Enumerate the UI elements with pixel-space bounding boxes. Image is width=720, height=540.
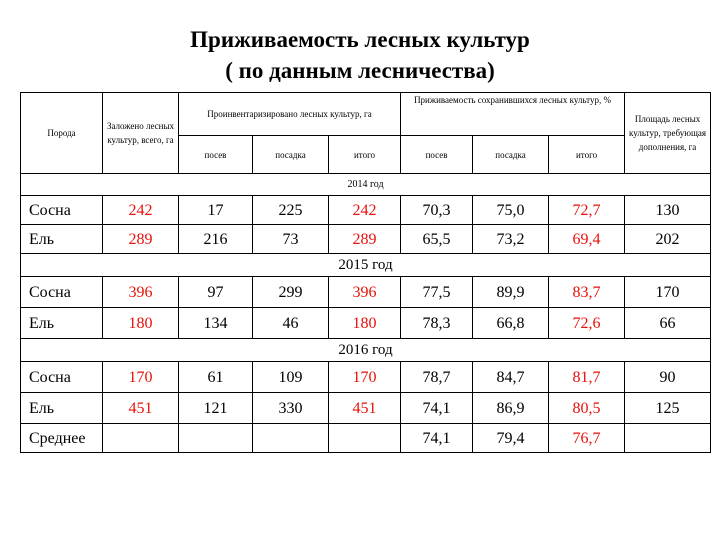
surv-planting-cell: 89,9 — [473, 277, 549, 308]
inv-planting-cell: 330 — [253, 393, 329, 424]
surv-total-cell: 72,7 — [549, 196, 625, 225]
planted-cell: 396 — [103, 277, 179, 308]
avg-surv-planting-cell: 79,4 — [473, 424, 549, 453]
surv-total-cell: 81,7 — [549, 362, 625, 393]
surv-planting-cell: 66,8 — [473, 308, 549, 339]
surv-total-cell: 80,5 — [549, 393, 625, 424]
inv-total-cell: 289 — [329, 225, 401, 254]
header-inv-sowing: посев — [179, 136, 253, 174]
header-inventoried-group: Проинвентаризировано лесных культур, га — [179, 93, 401, 136]
avg-surv-total-cell: 76,7 — [549, 424, 625, 453]
year-row-2016 — [21, 339, 711, 362]
planted-cell: 170 — [103, 362, 179, 393]
header-surv-total: итого — [549, 136, 625, 174]
area-cell: 90 — [625, 362, 711, 393]
year-label: 2015 год — [21, 254, 711, 277]
surv-planting-cell: 73,2 — [473, 225, 549, 254]
inv-sowing-cell: 134 — [179, 308, 253, 339]
header-survival-group: Приживаемость сохранившихся лесных культур, % — [401, 93, 625, 136]
inv-planting-cell: 73 — [253, 225, 329, 254]
header-surv-sowing: посев — [401, 136, 473, 174]
surv-sowing-cell: 74,1 — [401, 393, 473, 424]
inv-total-cell: 180 — [329, 308, 401, 339]
year-label: 2016 год — [21, 339, 711, 362]
inv-planting-cell: 46 — [253, 308, 329, 339]
surv-total-cell: 83,7 — [549, 277, 625, 308]
survival-table — [20, 92, 711, 453]
surv-planting-cell: 86,9 — [473, 393, 549, 424]
area-cell: 170 — [625, 277, 711, 308]
year-row-2015 — [21, 254, 711, 277]
surv-sowing-cell: 78,3 — [401, 308, 473, 339]
empty-cell — [179, 424, 253, 453]
species-cell: Сосна — [21, 196, 103, 225]
table-row — [21, 196, 711, 225]
empty-cell — [253, 424, 329, 453]
surv-sowing-cell: 77,5 — [401, 277, 473, 308]
inv-sowing-cell: 17 — [179, 196, 253, 225]
avg-surv-sowing-cell: 74,1 — [401, 424, 473, 453]
planted-cell: 242 — [103, 196, 179, 225]
surv-total-cell: 72,6 — [549, 308, 625, 339]
title-line-2: ( по данным лесничества) — [225, 58, 495, 83]
header-row-1 — [21, 93, 711, 136]
inv-sowing-cell: 97 — [179, 277, 253, 308]
surv-planting-cell: 84,7 — [473, 362, 549, 393]
header-area-supplement: Площадь лесных культур, требующая дополнения, га — [625, 93, 711, 174]
surv-sowing-cell: 65,5 — [401, 225, 473, 254]
empty-cell — [625, 424, 711, 453]
surv-sowing-cell: 78,7 — [401, 362, 473, 393]
area-cell: 130 — [625, 196, 711, 225]
table-row — [21, 393, 711, 424]
table-row — [21, 277, 711, 308]
planted-cell: 180 — [103, 308, 179, 339]
inv-sowing-cell: 121 — [179, 393, 253, 424]
species-cell: Сосна — [21, 277, 103, 308]
average-row — [21, 424, 711, 453]
inv-planting-cell: 225 — [253, 196, 329, 225]
inv-sowing-cell: 61 — [179, 362, 253, 393]
year-row-2014 — [21, 174, 711, 196]
species-cell: Ель — [21, 225, 103, 254]
inv-total-cell: 170 — [329, 362, 401, 393]
header-surv-planting: посадка — [473, 136, 549, 174]
area-cell: 202 — [625, 225, 711, 254]
inv-planting-cell: 109 — [253, 362, 329, 393]
inv-planting-cell: 299 — [253, 277, 329, 308]
title-line-1: Приживаемость лесных культур — [190, 27, 530, 52]
page-title — [0, 24, 720, 86]
table-row — [21, 308, 711, 339]
area-cell: 66 — [625, 308, 711, 339]
inv-sowing-cell: 216 — [179, 225, 253, 254]
species-cell: Ель — [21, 308, 103, 339]
surv-sowing-cell: 70,3 — [401, 196, 473, 225]
species-cell: Ель — [21, 393, 103, 424]
empty-cell — [103, 424, 179, 453]
planted-cell: 451 — [103, 393, 179, 424]
inv-total-cell: 396 — [329, 277, 401, 308]
surv-planting-cell: 75,0 — [473, 196, 549, 225]
area-cell: 125 — [625, 393, 711, 424]
average-label: Среднее — [21, 424, 103, 453]
planted-cell: 289 — [103, 225, 179, 254]
header-planted-total: Заложено лесных культур, всего, га — [103, 93, 179, 174]
inv-total-cell: 242 — [329, 196, 401, 225]
empty-cell — [329, 424, 401, 453]
table-row — [21, 362, 711, 393]
header-species: Порода — [21, 93, 103, 174]
inv-total-cell: 451 — [329, 393, 401, 424]
year-label: 2014 год — [21, 174, 711, 196]
header-inv-total: итого — [329, 136, 401, 174]
table-row — [21, 225, 711, 254]
surv-total-cell: 69,4 — [549, 225, 625, 254]
species-cell: Сосна — [21, 362, 103, 393]
header-inv-planting: посадка — [253, 136, 329, 174]
